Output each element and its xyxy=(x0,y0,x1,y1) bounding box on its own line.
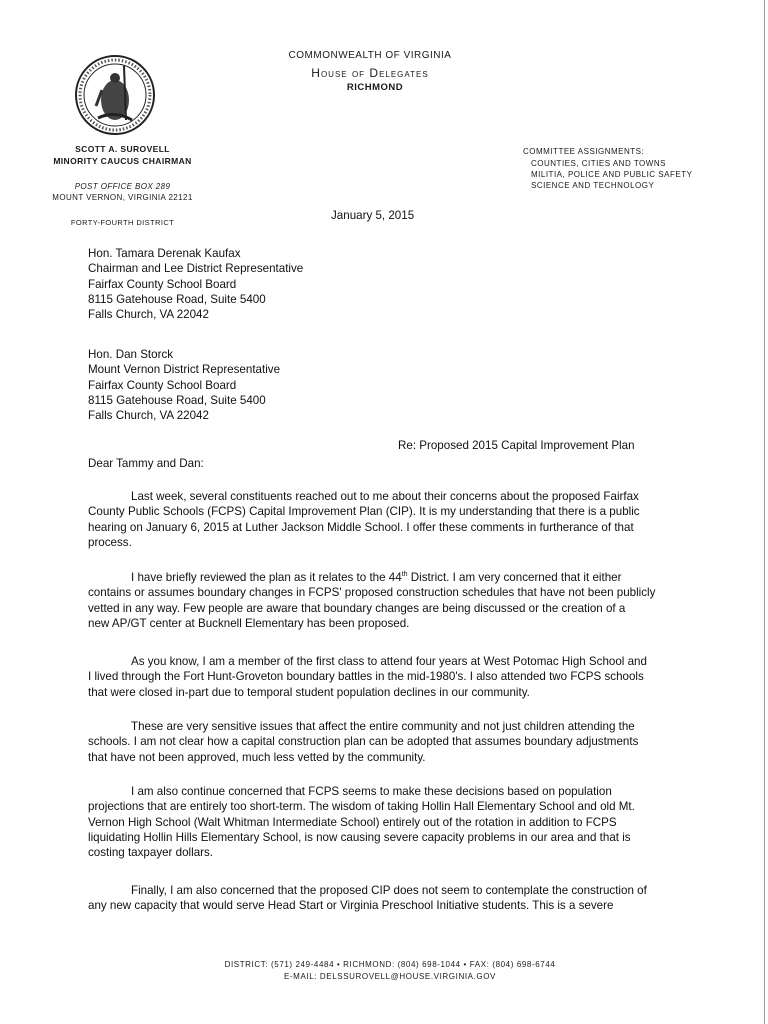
body-line: Vernon High School (Walt Whitman Intermediate School) entirely out of the rotation in addition to FCPS xyxy=(88,815,617,829)
body-line: vetted in any way. Few people are aware that boundary changes are being discussed or the creation of a xyxy=(88,601,626,615)
recipient-line: 8115 Gatehouse Road, Suite 5400 xyxy=(88,393,266,407)
body-line: that were closed in-part due to temporal student population declines in our community. xyxy=(88,685,530,699)
recipient-line: Mount Vernon District Representative xyxy=(88,363,281,377)
body-line: contains or assumes boundary changes in FCPS' proposed construction schedules that have not been publicly xyxy=(88,586,656,600)
recipient-line: Fairfax County School Board xyxy=(88,277,237,291)
body-line: any new capacity that would serve Head Start or Virginia Preschool Initiative students. This is a severe xyxy=(88,899,614,913)
body-line: hearing on January 6, 2015 at Luther Jackson Middle School. I offer these comments in furtherance of that xyxy=(88,520,634,534)
body-line: schools. I am not clear how a capital construction plan can be adopted that assumes boundary adjustments xyxy=(88,735,639,749)
body-line: Finally, I am also concerned that the proposed CIP does not seem to contemplate the construction of xyxy=(131,884,647,897)
body-line: costing taxpayer dollars. xyxy=(88,846,214,860)
body-line: As you know, I am a member of the first class to attend four years at West Potomac High School and xyxy=(131,655,647,668)
body-paragraph-2 xyxy=(88,570,700,631)
city-heading: RICHMOND xyxy=(346,82,404,93)
body-paragraph-6 xyxy=(88,883,700,914)
body-line: liquidating Hollin Hills Elementary School, is now causing severe capacity problems in our area and that is xyxy=(88,830,631,844)
committee-list xyxy=(531,158,692,191)
salutation: Dear Tammy and Dan: xyxy=(88,457,204,470)
committee-item: MILITIA, POLICE AND PUBLIC SAFETY xyxy=(531,170,693,179)
po-city: MOUNT VERNON, VIRGINIA 22121 xyxy=(52,193,193,202)
recipient-block-1 xyxy=(88,246,303,322)
commonwealth-heading: COMMONWEALTH OF VIRGINIA xyxy=(288,50,452,61)
committee-heading: COMMITTEE ASSIGNMENTS: xyxy=(523,147,645,156)
district-label: FORTY-FOURTH DISTRICT xyxy=(70,218,175,227)
footer-contact: DISTRICT: (571) 249-4484 • RICHMOND: (804) 698-1044 • FAX: (804) 698-6744 xyxy=(224,960,556,969)
recipient-line: Fairfax County School Board xyxy=(88,378,237,392)
body-line: Last week, several constituents reached out to me about their concerns about the proposed Fairfax xyxy=(131,490,639,503)
body-line: County Public Schools (FCPS) Capital Improvement Plan (CIP). It is my understanding that there is a public xyxy=(88,505,640,519)
sender-name: SCOTT A. SUROVELL xyxy=(75,144,170,154)
virginia-seal-icon xyxy=(74,54,156,136)
body-line: I lived through the Fort Hunt-Groveton boundary battles in the mid-1980's. I also attended two FCPS schools xyxy=(88,670,644,684)
recipient-line: Falls Church, VA 22042 xyxy=(88,409,209,423)
recipient-line: 8115 Gatehouse Road, Suite 5400 xyxy=(88,292,266,306)
body-line: These are very sensitive issues that affect the entire community and not just children attending the xyxy=(131,720,635,733)
recipient-line: Chairman and Lee District Representative xyxy=(88,262,304,276)
body-text: District. I am very concerned that it either xyxy=(407,571,622,584)
recipient-line: Hon. Tamara Derenak Kaufax xyxy=(88,247,241,260)
committee-item: SCIENCE AND TECHNOLOGY xyxy=(531,181,655,190)
body-text: I have briefly reviewed the plan as it relates to the 44 xyxy=(131,571,402,584)
ordinal-suffix: th xyxy=(401,571,408,579)
recipient-line: Falls Church, VA 22042 xyxy=(88,308,209,322)
body-paragraph-4 xyxy=(88,719,700,765)
sender-title: MINORITY CAUCUS CHAIRMAN xyxy=(53,156,192,166)
body-line: that have not been approved, much less vetted by the community. xyxy=(88,750,426,764)
committee-item: COUNTIES, CITIES AND TOWNS xyxy=(531,159,666,168)
recipient-line: Hon. Dan Storck xyxy=(88,348,174,361)
page-edge-line xyxy=(764,0,765,1024)
body-paragraph-3 xyxy=(88,654,700,700)
house-heading: House of Delegates xyxy=(311,66,429,80)
letter-date: January 5, 2015 xyxy=(331,209,415,222)
body-line xyxy=(88,570,700,585)
recipient-block-2 xyxy=(88,347,280,423)
footer-email: E-MAIL: DELSSUROVELL@HOUSE.VIRGINIA.GOV xyxy=(283,972,496,981)
body-paragraph-5 xyxy=(88,784,700,860)
body-line: projections that are entirely too short-term. The wisdom of taking Hollin Hall Elementary School and old Mt. xyxy=(88,800,635,814)
body-paragraph-1 xyxy=(88,489,700,550)
body-line: process. xyxy=(88,535,132,549)
body-line: new AP/GT center at Bucknell Elementary has been proposed. xyxy=(88,616,410,630)
re-line: Re: Proposed 2015 Capital Improvement Plan xyxy=(398,439,635,452)
body-line: I am also continue concerned that FCPS seems to make these decisions based on population xyxy=(131,785,612,798)
po-box: POST OFFICE BOX 289 xyxy=(74,182,171,191)
